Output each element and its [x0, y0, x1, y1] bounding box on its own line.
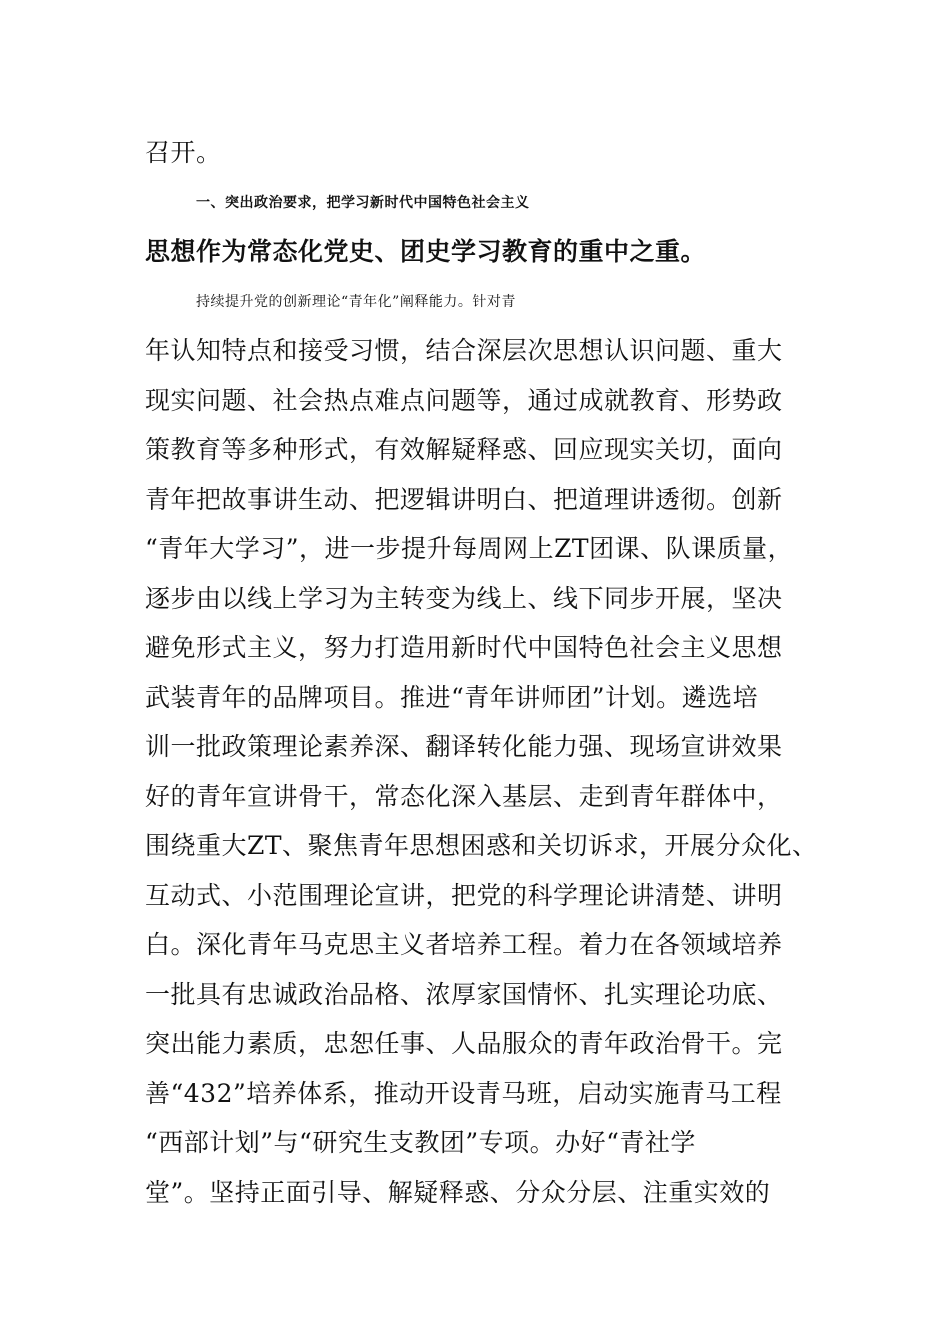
text-line: 白。深化青年马克思主义者培养工程。着力在各领域培养 — [145, 930, 783, 959]
text-line: 青年把故事讲生动、把逻辑讲明白、把道理讲透彻。创新 — [145, 485, 783, 514]
text-line: 突出能力素质，忠恕任事、人品服众的青年政治骨干。完 — [145, 1029, 783, 1058]
text-line: 现实问题、社会热点难点问题等，通过成就教育、形势政 — [145, 386, 783, 415]
text-line: 召开。 — [145, 138, 222, 167]
text-line: 策教育等多种形式，有效解疑释惑、回应现实关切，面向 — [145, 435, 783, 464]
text-line: 年认知特点和接受习惯，结合深层次思想认识问题、重大 — [145, 336, 783, 365]
text-line: “青年大学习”，进一步提升每周网上ZT团课、队课质量， — [145, 534, 794, 563]
text-line: 训一批政策理论素养深、翻译转化能力强、现场宣讲效果 — [145, 732, 783, 761]
text-line: 避免形式主义，努力打造用新时代中国特色社会主义思想 — [145, 633, 783, 662]
text-line: 堂”。坚持正面引导、解疑释惑、分众分层、注重实效的 — [145, 1178, 771, 1207]
text-line: 好的青年宣讲骨干，常态化深入基层、走到青年群体中， — [145, 782, 783, 811]
text-line: 逐步由以线上学习为主转变为线上、线下同步开展，坚决 — [145, 584, 783, 613]
text-line: “西部计划”与“研究生支教团”专项。办好“青社学 — [145, 1128, 696, 1157]
text-line: 互动式、小范围理论宣讲，把党的科学理论讲清楚、讲明 — [145, 881, 783, 910]
text-line: 持续提升党的创新理论“青年化”阐释能力。针对青 — [196, 294, 516, 310]
text-line: 一批具有忠诚政治品格、浓厚家国情怀、扎实理论功底、 — [145, 980, 783, 1009]
text-line: 围绕重大ZT、聚焦青年思想困惑和关切诉求，开展分众化、 — [145, 831, 818, 860]
section-heading: 一、突出政治要求，把学习新时代中国特色社会主义 — [196, 195, 530, 211]
text-line: 善“432”培养体系，推动开设青马班，启动实施青马工程 — [145, 1079, 782, 1108]
text-line: 武装青年的品牌项目。推进“青年讲师团”计划。遴选培 — [145, 683, 759, 712]
section-heading: 思想作为常态化党史、团史学习教育的重中之重。 — [145, 237, 707, 266]
